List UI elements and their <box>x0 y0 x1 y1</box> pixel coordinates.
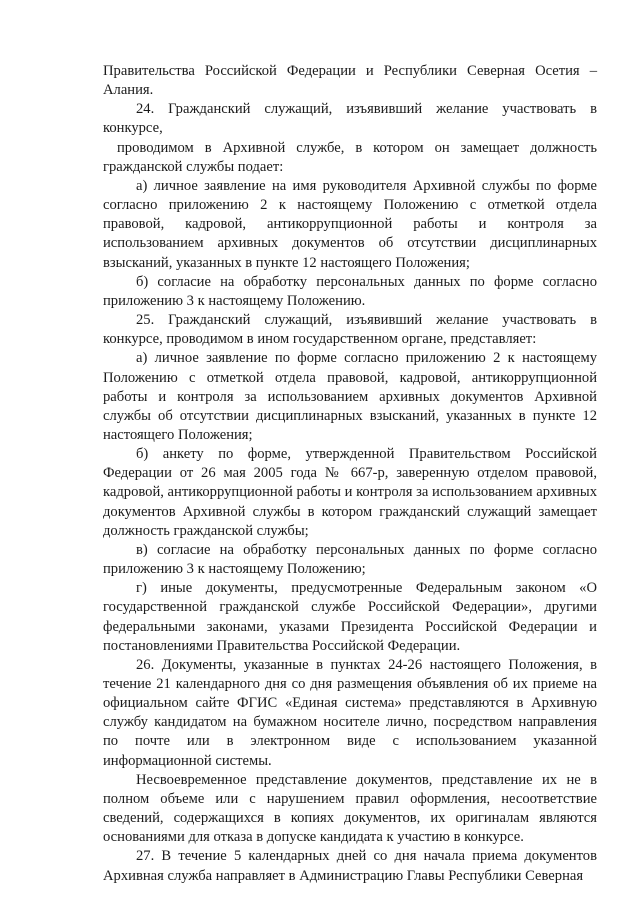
paragraph-25b: б) анкету по форме, утвержденной Правительством Российской Федерации от 26 мая 2005 года № 667-р, заверенную отделом правовой, кадровой, антикоррупционной работы и контроля за использованием архивных документов Архивной службы в котором гражданский служащий замещает должность гражданской службы; <box>103 446 597 539</box>
paragraph-continuation: Правительства Российской Федерации и Республики Северная Осетия – Алания. <box>103 63 597 99</box>
paragraph-item-24-cont: проводимом в Архивной службе, в котором он замещает должность гражданской службы подает: <box>103 139 597 175</box>
paragraph-item-27: 27. В течение 5 календарных дней со дня начала приема документов Архивная служба направляет в Администрацию Главы Республики Северная <box>103 848 597 884</box>
paragraph-24b: б) согласие на обработку персональных данных по форме согласно приложению 3 к настоящему Положению. <box>103 273 597 309</box>
paragraph-24a: а) личное заявление на имя руководителя Архивной службы по форме согласно приложению 2 к настоящему Положению с отметкой отдела правовой, кадровой, антикоррупционной работы и контроля за использованием архивных документов об отсутствии дисциплинарных взысканий, указанных в пункте 12 настоящего Положения; <box>103 177 597 271</box>
paragraph-item-26: 26. Документы, указанные в пунктах 24-26 настоящего Положения, в течение 21 календарного дня со дня размещения объявления об их приеме на официальном сайте ФГИС «Единая система» представляются в Архивную службу кандидатом на бумажном носителе лично, посредством направления по почте или в электронном виде с использованием указанной информационной системы. <box>103 656 597 769</box>
paragraph-25a: а) личное заявление по форме согласно приложению 2 к настоящему Положению с отметкой отдела правовой, кадровой, антикоррупционной работы и контроля за использованием архивных документов Архивной службы об отсутствии дисциплинарных взысканий, указанных в пункте 12 настоящего Положения; <box>103 350 597 443</box>
paragraph-item-25: 25. Гражданский служащий, изъявивший желание участвовать в конкурсе, проводимом в ином государственном органе, представляет: <box>103 312 597 348</box>
paragraph-26-cont: Несвоевременное представление документов, представление их не в полном объеме или с нарушением правил оформления, несоответствие сведений, содержащихся в копиях документов, их оригиналам являются основаниями для отказа в допуске кандидата к участию в конкурсе. <box>103 771 597 846</box>
paragraph-25v: в) согласие на обработку персональных данных по форме согласно приложению 3 к настоящему Положению; <box>103 541 597 578</box>
paragraph-item-24: 24. Гражданский служащий, изъявивший желание участвовать в конкурсе, <box>103 101 597 137</box>
paragraph-25g: г) иные документы, предусмотренные Федеральным законом «О государственной гражданской службе Российской Федерации», другими федеральными законами, указами Президента Российской Федерации и постановлениями Правительства Российской Федерации. <box>103 580 597 654</box>
document-body <box>103 62 597 886</box>
